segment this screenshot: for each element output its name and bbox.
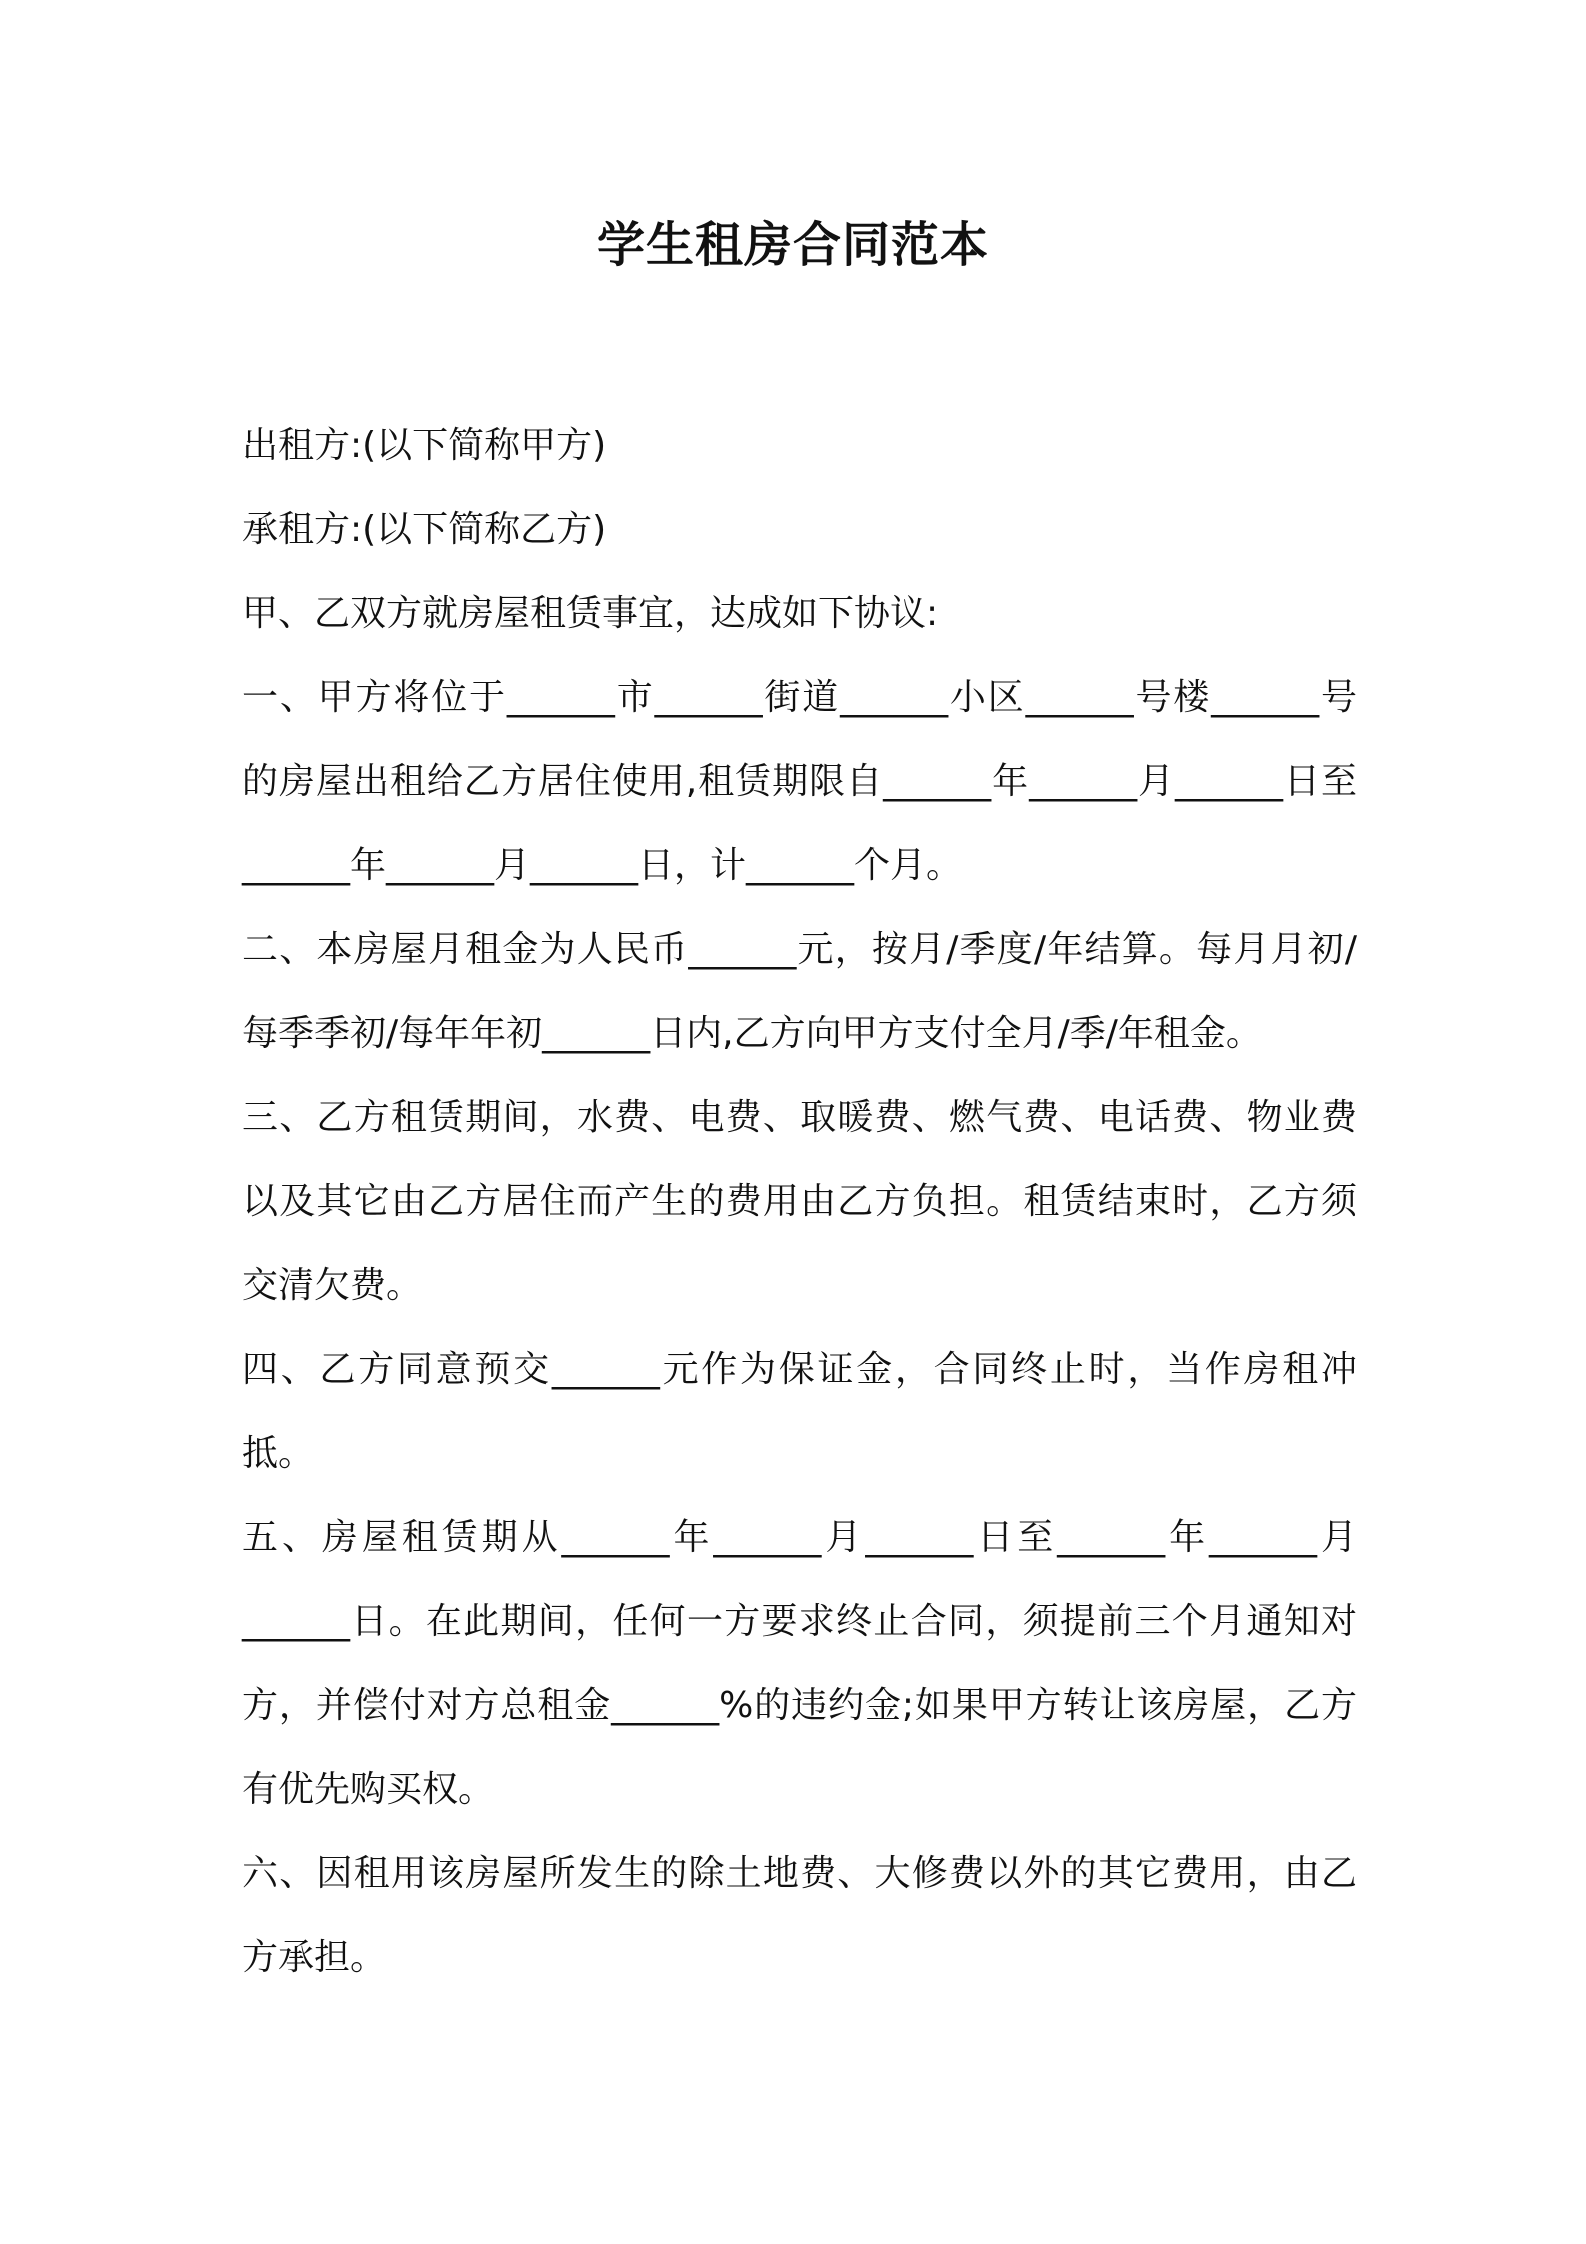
document-title: 学生租房合同范本 [596,217,989,273]
clause-5: 五、房屋租赁期从______年______月______日至______年______月______日。在此期间，任何一方要求终止合同，须提前三个月通知对方，并偿付对方总租金______%的违约金;如果甲方转让该房屋，乙方有优先购买权。 [242,1517,1357,1810]
agreement-intro: 甲、乙双方就房屋租赁事宜，达成如下协议: [242,593,939,634]
clause-4: 四、乙方同意预交______元作为保证金，合同终止时，当作房租冲抵。 [242,1349,1357,1474]
clause-6: 六、因租用该房屋所发生的除土地费、大修费以外的其它费用，由乙方承担。 [242,1853,1357,1978]
lessor-line: 出租方:(以下简称甲方) [242,425,607,466]
clause-3: 三、乙方租赁期间，水费、电费、取暖费、燃气费、电话费、物业费以及其它由乙方居住而产生的费用由乙方负担。租赁结束时，乙方须交清欠费。 [242,1097,1357,1306]
clause-1: 一、甲方将位于______市______街道______小区______号楼______号的房屋出租给乙方居住使用,租赁期限自______年______月______日至______年______月______日，计______个月。 [242,677,1357,886]
contract-body [242,404,1357,2000]
lessee-line: 承租方:(以下简称乙方) [242,509,607,550]
clause-2: 二、本房屋月租金为人民币______元，按月/季度/年结算。每月月初/每季季初/每年年初______日内,乙方向甲方支付全月/季/年租金。 [242,929,1357,1054]
